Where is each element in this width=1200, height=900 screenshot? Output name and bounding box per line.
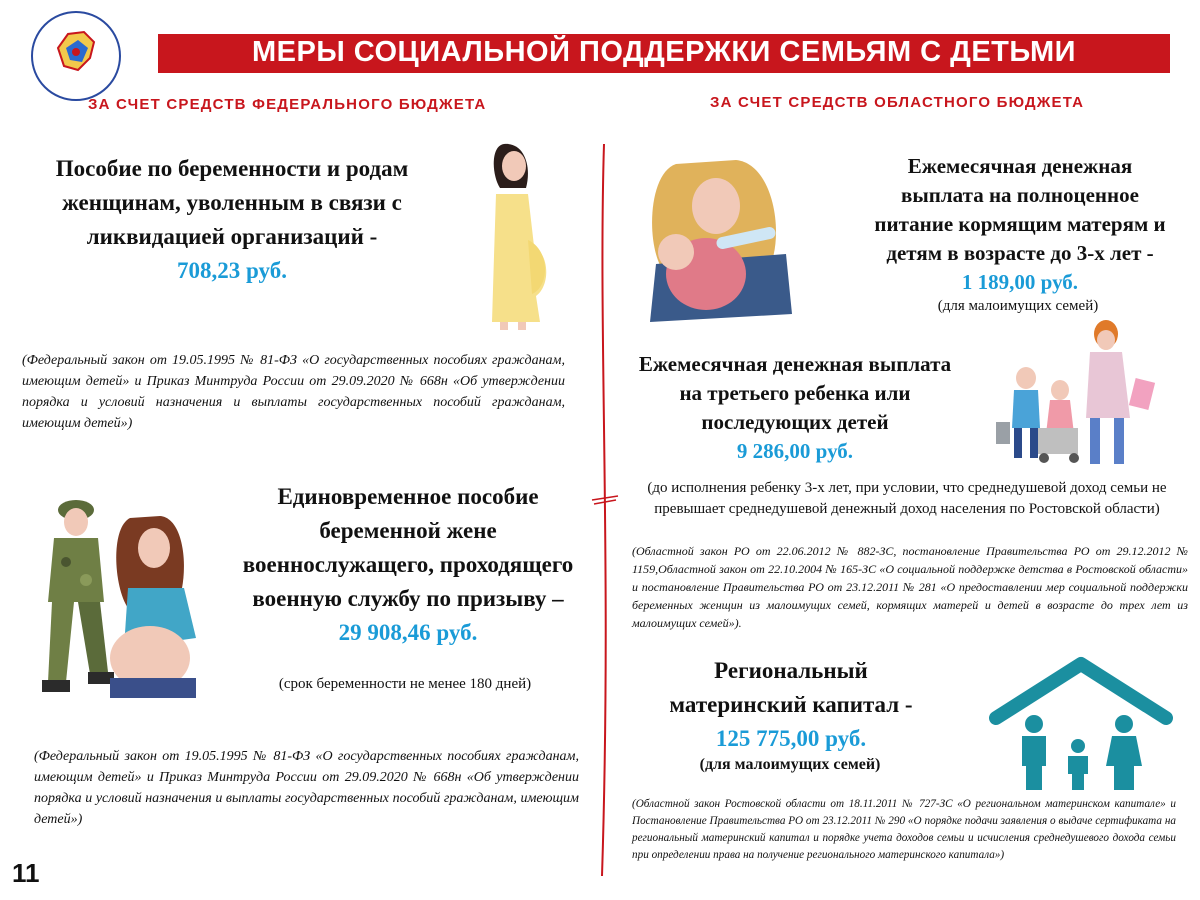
right-item3-line1: Региональный bbox=[714, 658, 868, 683]
left-item1-line3: ликвидацией организаций - bbox=[86, 224, 378, 249]
right-item2-line1: Ежемесячная денежная выплата bbox=[638, 352, 952, 376]
right-item3-note: (для малоимущих семей) bbox=[699, 756, 881, 773]
federal-budget-heading: ЗА СЧЕТ СРЕДСТВ ФЕДЕРАЛЬНОГО БЮДЖЕТА bbox=[88, 96, 487, 113]
right-item2-amount: 9 286,00 руб. bbox=[736, 439, 854, 463]
right-item2-line2: на третьего ребенка или bbox=[679, 381, 911, 405]
right-item1-line1: Ежемесячная денежная bbox=[907, 154, 1133, 178]
right-item2-law: (Областной закон РО от 22.06.2012 № 882-ЗС, постановление Правительства РО от 29.12.2012 № 1159,Областной закон от 22.10.2004 № 165-ЗС «О социальной поддержке детства в Ростовской области» и постановление Правительства РО от 23.12.2011 № 281 «О предоставлении мер социальной поддержки беременных женщин из малоимущих семей, кормящих матерей и детей в возрасте до трех лет из малоимущих семей»). bbox=[632, 544, 1188, 630]
right-item3-law: (Областной закон Ростовской области от 18.11.2011 № 727-ЗС «О региональном материнском капитале» и Постановление Правительства РО от 23.12.2011 № 290 «О порядке подачи заявления о выдаче сертификата на региональный материнский капитал и порядке учета доходов семьи и исчисления среднедушевого дохода семьи при определении права на получение регионального материнского капитала») bbox=[632, 798, 1176, 861]
left-item2-line4: военную службу по призыву – bbox=[252, 586, 564, 611]
house-family-icon bbox=[988, 654, 1174, 794]
right-item2-note: (до исполнения ребенку 3-х лет, при условии, что среднедушевой доход семьи не превышает среднедушевой денежный доход населения по Ростовской области) bbox=[647, 480, 1167, 517]
left-item2-title bbox=[212, 480, 604, 650]
page-title-banner: МЕРЫ СОЦИАЛЬНОЙ ПОДДЕРЖКИ СЕМЬЯМ С ДЕТЬМИ bbox=[158, 34, 1170, 70]
left-item2-law: (Федеральный закон от 19.05.1995 № 81-ФЗ «О государственных пособиях гражданам, имеющим детей» и Приказ Минтруда России от 29.09.2020 № 668н «Об утверждении порядка и условий назначения и выплаты государственных пособий гражданам, имеющим детей») bbox=[34, 749, 579, 827]
page-number: 11 bbox=[12, 858, 40, 888]
right-item1-amount: 1 189,00 руб. bbox=[961, 270, 1079, 294]
family-children-illustration bbox=[990, 318, 1170, 474]
left-item1-line1: Пособие по беременности и родам bbox=[55, 156, 409, 181]
left-item2-amount: 29 908,46 руб. bbox=[338, 620, 478, 645]
left-item2-note: (срок беременности не менее 180 дней) bbox=[278, 676, 532, 692]
right-item2-title bbox=[614, 350, 976, 466]
right-item2-line3: последующих детей bbox=[701, 410, 889, 434]
ministry-logo bbox=[28, 8, 124, 104]
right-item3-amount: 125 775,00 руб. bbox=[715, 726, 867, 751]
right-item1-note: (для малоимущих семей) bbox=[937, 298, 1099, 314]
regional-budget-heading: ЗА СЧЕТ СРЕДСТВ ОБЛАСТНОГО БЮДЖЕТА bbox=[710, 94, 1085, 111]
pregnant-woman-illustration bbox=[470, 136, 560, 332]
mother-feeding-illustration bbox=[636, 154, 802, 334]
left-item1-title bbox=[20, 152, 444, 288]
right-item1-line2: выплата на полноценное bbox=[901, 183, 1139, 207]
left-item1-amount: 708,23 руб. bbox=[177, 258, 287, 283]
banner-underline bbox=[158, 70, 1170, 73]
right-item1-line3: питание кормящим матерям и bbox=[874, 212, 1166, 236]
right-item1-line4: детям в возрасте до 3-х лет - bbox=[886, 241, 1154, 265]
left-item2-line1: Единовременное пособие bbox=[277, 484, 539, 509]
left-item2-line2: беременной жене bbox=[319, 518, 497, 543]
right-item1-title bbox=[848, 152, 1192, 297]
right-item3-title bbox=[626, 654, 956, 756]
left-item2-line3: военнослужащего, проходящего bbox=[242, 552, 574, 577]
pregnant-wife-illustration bbox=[100, 508, 210, 698]
left-item1-line2: женщинам, уволенным в связи с bbox=[62, 190, 402, 215]
right-item3-line2: материнский капитал - bbox=[669, 692, 913, 717]
left-item1-law: (Федеральный закон от 19.05.1995 № 81-ФЗ «О государственных пособиях гражданам, имеющим детей» и Приказ Минтруда России от 29.09.2020 № 668н «Об утверждении порядка и условий назначения и выплаты государственных пособий гражданам, имеющим детей») bbox=[22, 353, 565, 431]
